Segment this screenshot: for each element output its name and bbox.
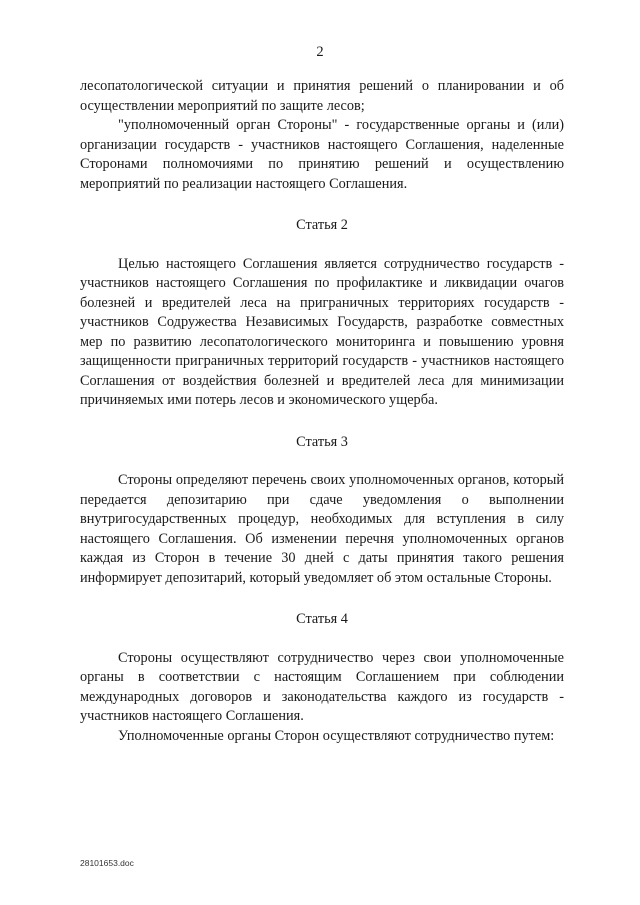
paragraph-continuation: лесопатологической ситуации и принятия решений о планировании и об осуществлении мероприятий по защите лесов; bbox=[80, 78, 564, 114]
document-body bbox=[80, 77, 564, 746]
article-4-heading: Статья 4 bbox=[296, 611, 348, 627]
paragraph-definition: "уполномоченный орган Стороны" - государственные органы и (или) организации государств - участников настоящего Соглашения, наделенные Сторонами полномочиями по принятию решений и осуществлению мероприятий по реализации настоящего Соглашения. bbox=[80, 117, 564, 192]
article-2-text: Целью настоящего Соглашения является сотрудничество государств - участников настоящего Соглашения по профилактике и ликвидации очагов болезней и вредителей леса на приграничных территориях государств - участников Содружества Независимых Государств, разработке совместных мер по развитию лесопатологического мониторинга и повышению уровня защищенности приграничных территорий государств - участников настоящего Соглашения от воздействия болезней и вредителей леса для минимизации причиняемых ими потерь лесов и экономического ущерба. bbox=[80, 255, 564, 408]
article-3-heading: Статья 3 bbox=[296, 433, 348, 450]
article-4-text-1: Стороны осуществляют сотрудничество через свои уполномоченные органы в соответствии с настоящим Соглашением при соблюдении международных договоров и законодательства каждого из государств - участников настоящего Соглашения. bbox=[80, 649, 564, 724]
file-name-footer: 28101653.doc bbox=[80, 858, 134, 868]
article-4-text-2: Уполномоченные органы Сторон осуществляют сотрудничество путем: bbox=[118, 727, 555, 744]
article-3-text: Стороны определяют перечень своих уполномоченных органов, который передается депозитарию при сдаче уведомления о выполнении внутригосударственных процедур, необходимых для вступления в силу настоящего Соглашения. Об изменении перечня уполномоченных органов каждая из Сторон в течение 30 дней с даты принятия такого решения информирует депозитарий, который уведомляет об этом остальные Стороны. bbox=[80, 472, 564, 586]
page-number: 2 bbox=[316, 44, 324, 60]
article-2-heading: Статья 2 bbox=[296, 217, 348, 233]
